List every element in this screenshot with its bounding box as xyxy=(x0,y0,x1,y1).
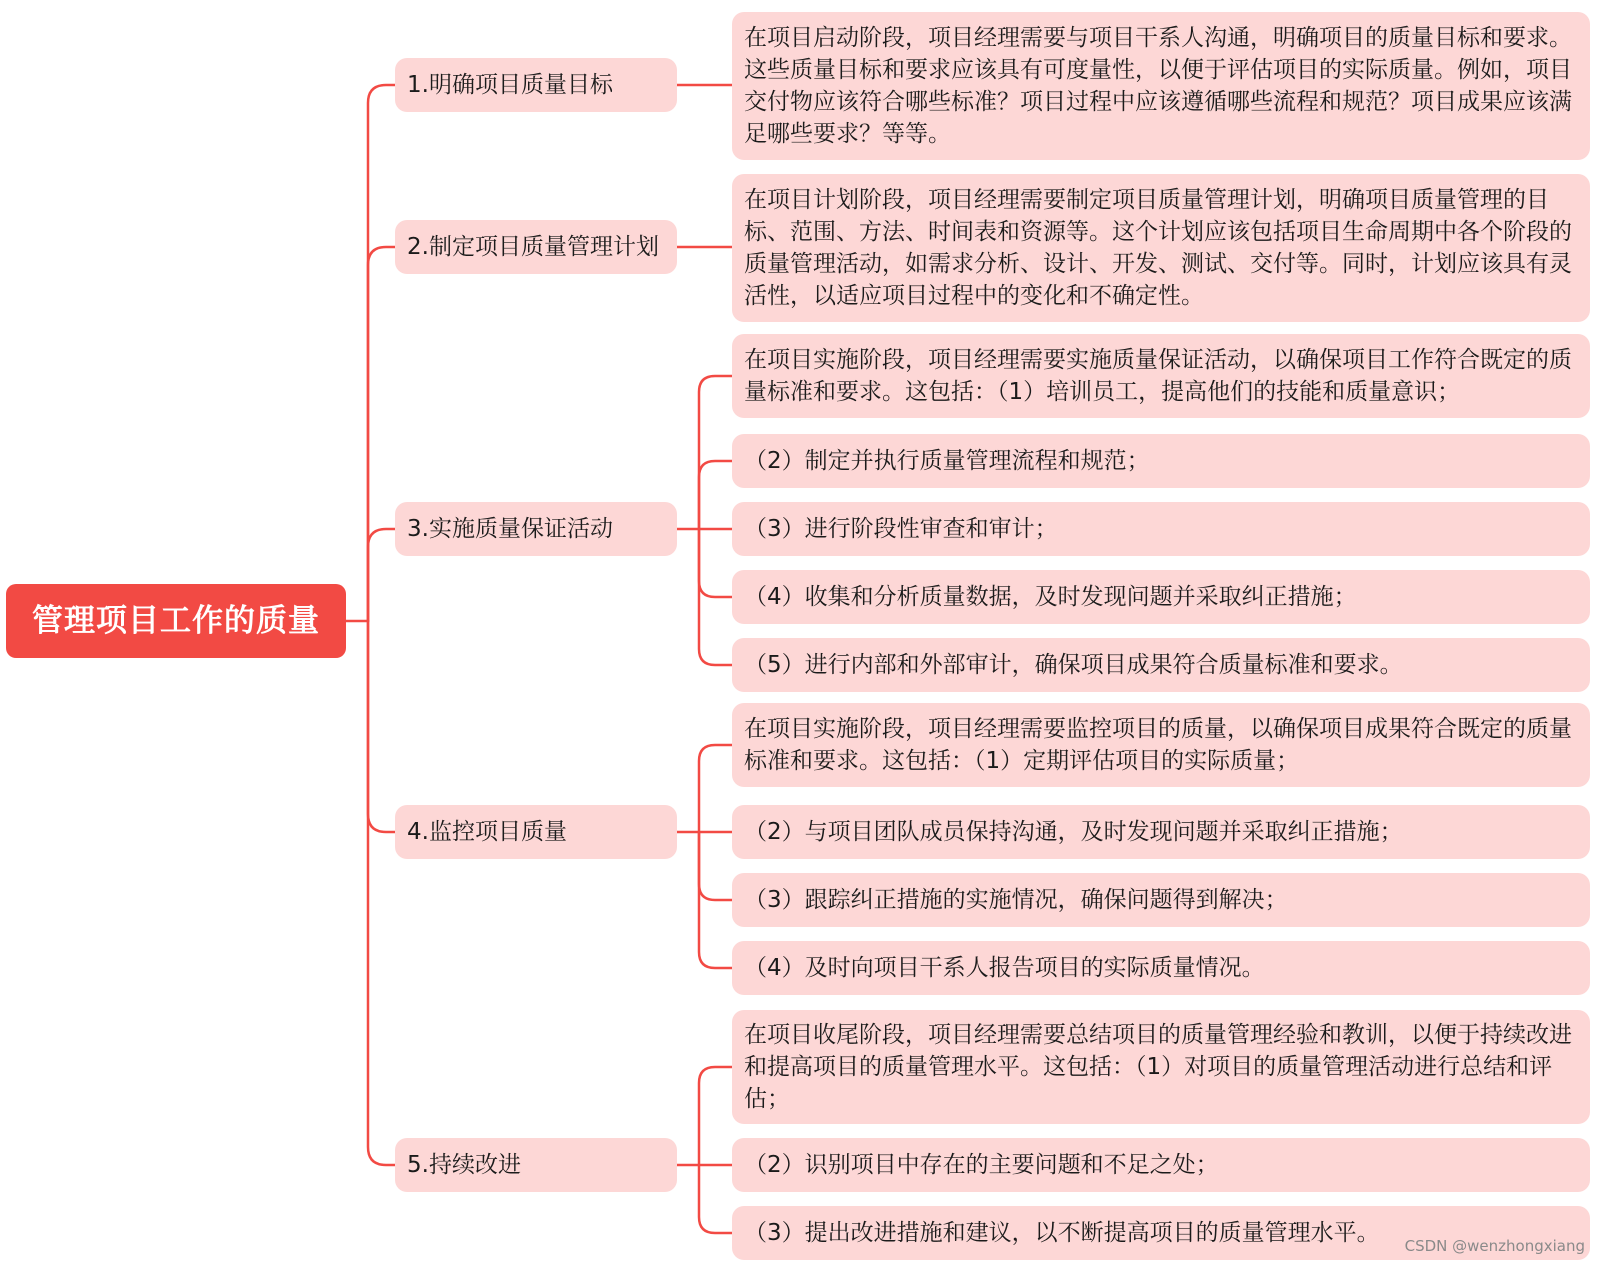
detail-text: 在项目实施阶段，项目经理需要监控项目的质量，以确保项目成果符合既定的质量标准和要求。这包括：（1）定期评估项目的实际质量； xyxy=(744,716,1572,774)
detail-text: （4）收集和分析质量数据，及时发现问题并采取纠正措施； xyxy=(744,584,1357,610)
detail-text: （2）识别项目中存在的主要问题和不足之处； xyxy=(744,1152,1219,1178)
detail-text: （2）制定并执行质量管理流程和规范； xyxy=(744,448,1150,474)
branch-topic-2[interactable]: 2.制定项目质量管理计划 xyxy=(395,220,677,274)
root-topic[interactable]: 管理项目工作的质量 xyxy=(6,584,346,658)
watermark: CSDN @wenzhongxiang xyxy=(1404,1237,1585,1255)
detail-text: （5）进行内部和外部审计，确保项目成果符合质量标准和要求。 xyxy=(744,652,1403,678)
detail-text: （3）跟踪纠正措施的实施情况，确保问题得到解决； xyxy=(744,887,1288,913)
detail-text: （3）提出改进措施和建议，以不断提高项目的质量管理水平。 xyxy=(744,1220,1380,1246)
detail-node-2-1[interactable] xyxy=(732,174,1590,322)
detail-connector-5-1 xyxy=(699,1067,732,1165)
detail-text: （3）进行阶段性审查和审计； xyxy=(744,516,1058,542)
detail-connector-4-1 xyxy=(699,745,732,832)
branch-topic-3[interactable]: 3.实施质量保证活动 xyxy=(395,502,677,556)
detail-text: （2）与项目团队成员保持沟通，及时发现问题并采取纠正措施； xyxy=(744,819,1403,845)
detail-connector-3-4 xyxy=(699,529,732,597)
branch-connector-5 xyxy=(368,621,395,1165)
detail-node-5-1[interactable] xyxy=(732,1010,1590,1124)
detail-node-1-1[interactable] xyxy=(732,12,1590,160)
branch-topic-5[interactable]: 5.持续改进 xyxy=(395,1138,677,1192)
detail-text: 在项目收尾阶段，项目经理需要总结项目的质量管理经验和教训，以便于持续改进和提高项目的质量管理水平。这包括：（1）对项目的质量管理活动进行总结和评估； xyxy=(744,1022,1572,1112)
branch-topic-4[interactable]: 4.监控项目质量 xyxy=(395,805,677,859)
detail-connector-3-2 xyxy=(699,461,732,529)
detail-text: 在项目实施阶段，项目经理需要实施质量保证活动，以确保项目工作符合既定的质量标准和要求。这包括：（1）培训员工，提高他们的技能和质量意识； xyxy=(744,347,1572,405)
detail-node-3-4[interactable] xyxy=(732,570,1590,624)
detail-connector-5-3 xyxy=(699,1165,732,1233)
detail-connector-4-3 xyxy=(699,832,732,900)
branch-connector-1 xyxy=(368,85,395,621)
detail-node-5-2[interactable] xyxy=(732,1138,1590,1192)
detail-text: （4）及时向项目干系人报告项目的实际质量情况。 xyxy=(744,955,1265,981)
detail-text: 在项目计划阶段，项目经理需要制定项目质量管理计划，明确项目质量管理的目标、范围、方法、时间表和资源等。这个计划应该包括项目生命周期中各个阶段的质量管理活动，如需求分析、设计、开发、测试、交付等。同时，计划应该具有灵活性，以适应项目过程中的变化和不确定性。 xyxy=(744,187,1572,309)
branch-connector-3 xyxy=(368,529,395,621)
branch-connector-4 xyxy=(368,621,395,832)
detail-node-3-5[interactable] xyxy=(732,638,1590,692)
branch-connector-2 xyxy=(368,247,395,621)
detail-node-3-3[interactable] xyxy=(732,502,1590,556)
detail-text: 在项目启动阶段，项目经理需要与项目干系人沟通，明确项目的质量目标和要求。这些质量目标和要求应该具有可度量性，以便于评估项目的实际质量。例如，项目交付物应该符合哪些标准？项目过程中应该遵循哪些流程和规范？项目成果应该满足哪些要求？等等。 xyxy=(744,25,1572,147)
detail-node-4-3[interactable] xyxy=(732,873,1590,927)
branch-topic-1[interactable]: 1.明确项目质量目标 xyxy=(395,58,677,112)
detail-node-4-4[interactable] xyxy=(732,941,1590,995)
detail-connector-3-1 xyxy=(699,376,732,529)
detail-node-3-1[interactable] xyxy=(732,334,1590,418)
detail-node-4-2[interactable] xyxy=(732,805,1590,859)
detail-node-3-2[interactable] xyxy=(732,434,1590,488)
detail-node-4-1[interactable] xyxy=(732,703,1590,787)
